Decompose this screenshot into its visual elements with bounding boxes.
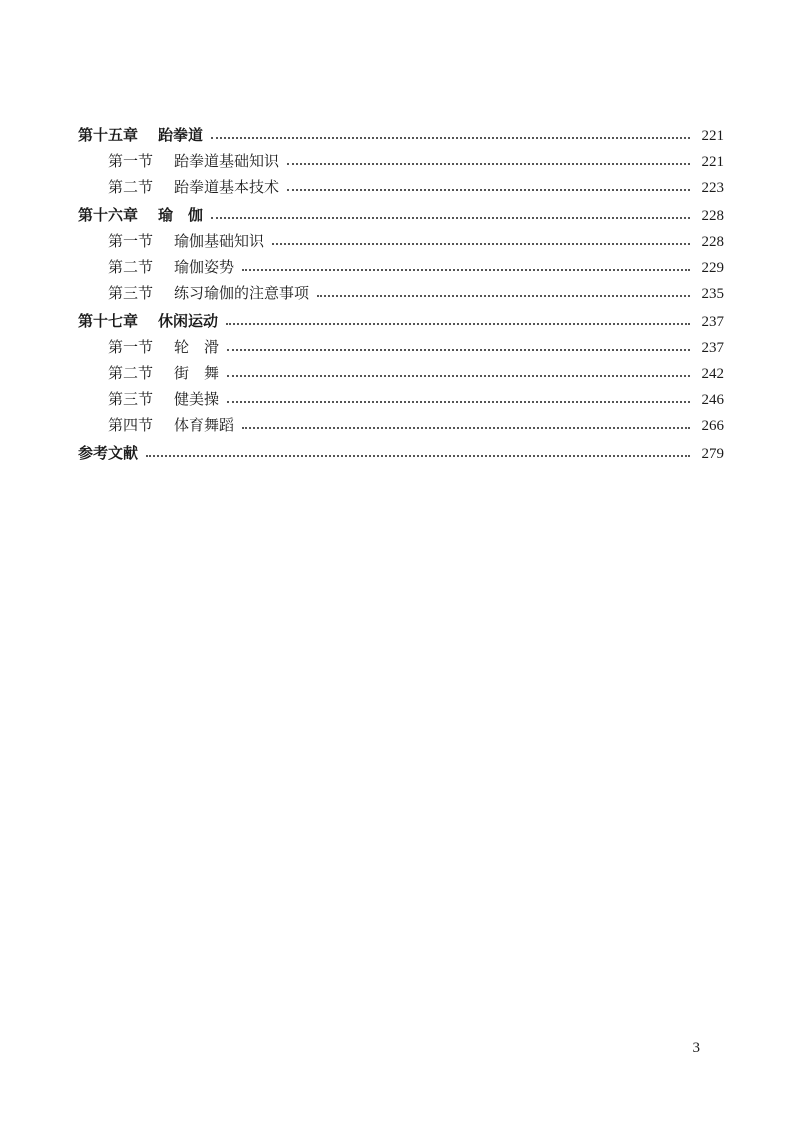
toc-entry-title: 跆拳道基本技术 — [174, 178, 280, 196]
toc-entry-title: 跆拳道基础知识 — [174, 152, 280, 170]
toc-entry-title: 瑜伽基础知识 — [174, 232, 265, 250]
dot-leader — [287, 189, 690, 191]
dot-leader — [242, 269, 690, 271]
toc-entry-number: 第一节 — [108, 338, 154, 356]
toc-entry-number: 第十七章 — [78, 312, 139, 330]
dot-leader — [211, 217, 690, 219]
dot-leader — [242, 427, 690, 429]
toc-entry-title: 健美操 — [174, 390, 220, 408]
toc-chapter-entry[interactable] — [78, 202, 724, 228]
toc-entry-title: 练习瑜伽的注意事项 — [174, 284, 310, 302]
toc-entry-number: 第三节 — [108, 284, 154, 302]
toc-entry-number: 第二节 — [108, 258, 154, 276]
toc-entry-title: 跆拳道 — [158, 126, 204, 144]
dot-leader — [272, 243, 690, 245]
toc-section-entry[interactable] — [78, 254, 724, 280]
dot-leader — [227, 375, 690, 377]
toc-entry-number: 第二节 — [108, 178, 154, 196]
dot-leader — [317, 295, 690, 297]
dot-leader — [226, 323, 690, 325]
toc-entry-number: 第一节 — [108, 152, 154, 170]
toc-section-entry[interactable] — [78, 412, 724, 438]
toc-entry-title: 轮 滑 — [174, 338, 220, 356]
dot-leader — [146, 455, 690, 457]
toc-entry-page: 228 — [701, 208, 724, 224]
toc-section-entry[interactable] — [78, 228, 724, 254]
toc-entry-page: 242 — [701, 366, 724, 382]
toc-entry-page: 228 — [701, 234, 724, 250]
toc-entry-title: 瑜 伽 — [158, 206, 204, 224]
toc-entry-title: 街 舞 — [174, 364, 220, 382]
toc-entry-title: 体育舞蹈 — [174, 416, 235, 434]
toc-entry-page: 229 — [701, 260, 724, 276]
toc-chapter-entry[interactable] — [78, 122, 724, 148]
toc-entry-page: 221 — [701, 128, 724, 144]
toc-entry-page: 237 — [701, 314, 724, 330]
toc-entry-title: 瑜伽姿势 — [174, 258, 235, 276]
toc-section-entry[interactable] — [78, 386, 724, 412]
toc-entry-title: 参考文献 — [78, 444, 139, 462]
toc-references-entry[interactable] — [78, 440, 724, 466]
toc-entry-number: 第十五章 — [78, 126, 139, 144]
toc-entry-page: 223 — [701, 180, 724, 196]
toc-entry-number: 第二节 — [108, 364, 154, 382]
toc-entry-number: 第三节 — [108, 390, 154, 408]
toc-entry-number: 第一节 — [108, 232, 154, 250]
toc-section-entry[interactable] — [78, 334, 724, 360]
toc-section-entry[interactable] — [78, 174, 724, 200]
toc-entry-page: 246 — [701, 392, 724, 408]
dot-leader — [227, 349, 690, 351]
toc-section-entry[interactable] — [78, 148, 724, 174]
toc-entry-page: 235 — [701, 286, 724, 302]
dot-leader — [287, 163, 690, 165]
toc-section-entry[interactable] — [78, 280, 724, 306]
dot-leader — [211, 137, 690, 139]
toc-entry-page: 237 — [701, 340, 724, 356]
table-of-contents — [78, 122, 724, 466]
toc-entry-page: 279 — [701, 446, 724, 462]
dot-leader — [227, 401, 690, 403]
page-number: 3 — [692, 1040, 700, 1056]
toc-entry-page: 266 — [701, 418, 724, 434]
toc-entry-number: 第十六章 — [78, 206, 139, 224]
toc-entry-number: 第四节 — [108, 416, 154, 434]
toc-chapter-entry[interactable] — [78, 308, 724, 334]
toc-section-entry[interactable] — [78, 360, 724, 386]
toc-entry-title: 休闲运动 — [158, 312, 219, 330]
toc-entry-page: 221 — [701, 154, 724, 170]
